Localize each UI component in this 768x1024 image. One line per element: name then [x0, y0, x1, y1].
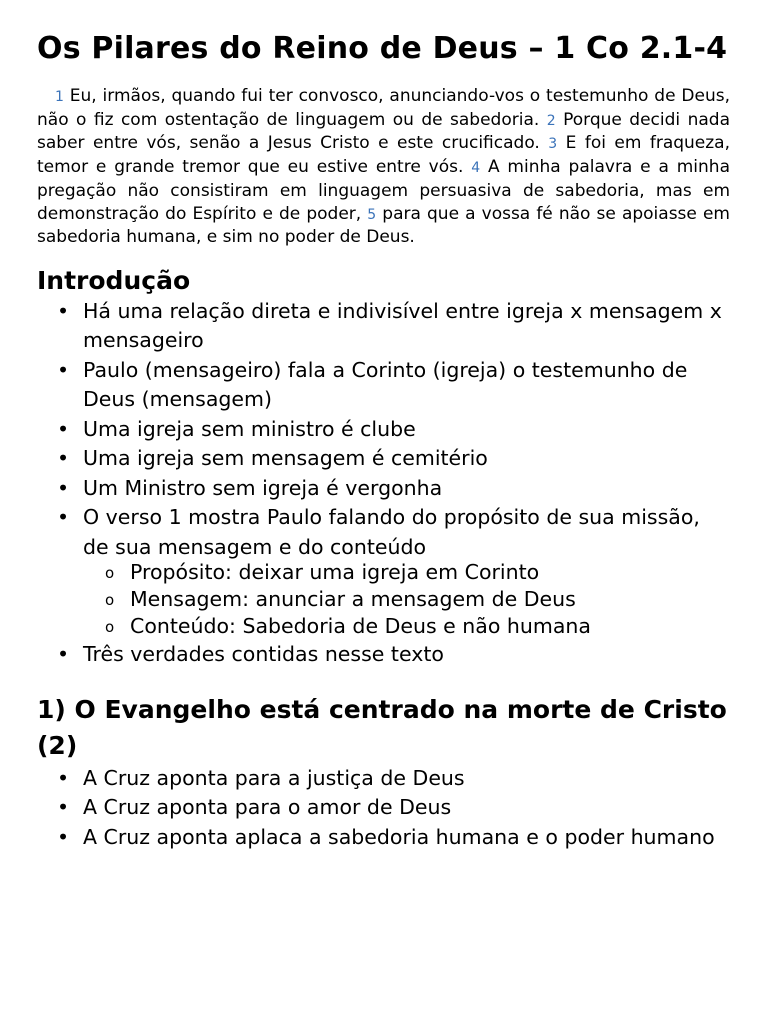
list-item: • A Cruz aponta aplaca a sabedoria humana e o poder humano — [37, 823, 730, 853]
page-title: Os Pilares do Reino de Deus – 1 Co 2.1-4 — [37, 31, 728, 66]
sublist-item: o Conteúdo: Sabedoria de Deus e não humana — [83, 613, 730, 640]
section-heading: 1) O Evangelho está centrado na morte de Cristo (2) — [37, 694, 727, 760]
sublist-item: o Mensagem: anunciar a mensagem de Deus — [83, 586, 730, 613]
list-item: • Um Ministro sem igreja é vergonha — [37, 474, 730, 504]
intro-heading: Introdução — [37, 265, 191, 295]
intro-list — [37, 297, 730, 670]
verse-number: 4 — [471, 160, 481, 177]
sublist-item: o Propósito: deixar uma igreja em Corinto — [83, 559, 730, 586]
list-item: • Há uma relação direta e indivisível entre igreja x mensagem x mensageiro — [37, 297, 730, 356]
verse-text: A minha palavra e a minha pregação não consistiram em linguagem persuasiva de sabedoria, mas em demonstração do Espírito e de poder, — [37, 157, 730, 224]
section1-list — [37, 764, 730, 853]
list-item: • Três verdades contidas nesse texto — [37, 640, 730, 670]
verse-number: 5 — [367, 206, 377, 223]
verse-number: 3 — [548, 136, 558, 153]
verse-number: 1 — [55, 89, 64, 105]
intro-sublist — [83, 559, 730, 640]
list-item: • Uma igreja sem ministro é clube — [37, 415, 730, 445]
list-item: • Uma igreja sem mensagem é cemitério — [37, 444, 730, 474]
scripture-passage — [37, 85, 730, 249]
verse-text: E foi em fraqueza, temor e grande tremor que eu estive entre vós. — [37, 133, 731, 178]
list-item: • A Cruz aponta para a justiça de Deus — [37, 764, 730, 794]
list-item-with-sublist — [37, 503, 730, 640]
list-item-text: O verso 1 mostra Paulo falando do propósito de sua missão, de sua mensagem e do conteúdo — [83, 505, 700, 559]
verse-text: Porque decidi nada saber entre vós, senão a Jesus Cristo e este crucificado. — [37, 109, 730, 154]
verse-text: Eu, irmãos, quando fui ter convosco, anunciando-vos o testemunho de Deus, não o fiz com ostentação de linguagem ou de sabedoria. — [37, 86, 730, 130]
list-item: • Paulo (mensageiro) fala a Corinto (igreja) o testemunho de Deus (mensagem) — [37, 356, 730, 415]
list-item: • A Cruz aponta para o amor de Deus — [37, 793, 730, 823]
verse-text: para que a vossa fé não se apoiasse em sabedoria humana, e sim no poder de Deus. — [37, 203, 730, 248]
verse-number: 2 — [546, 112, 556, 129]
